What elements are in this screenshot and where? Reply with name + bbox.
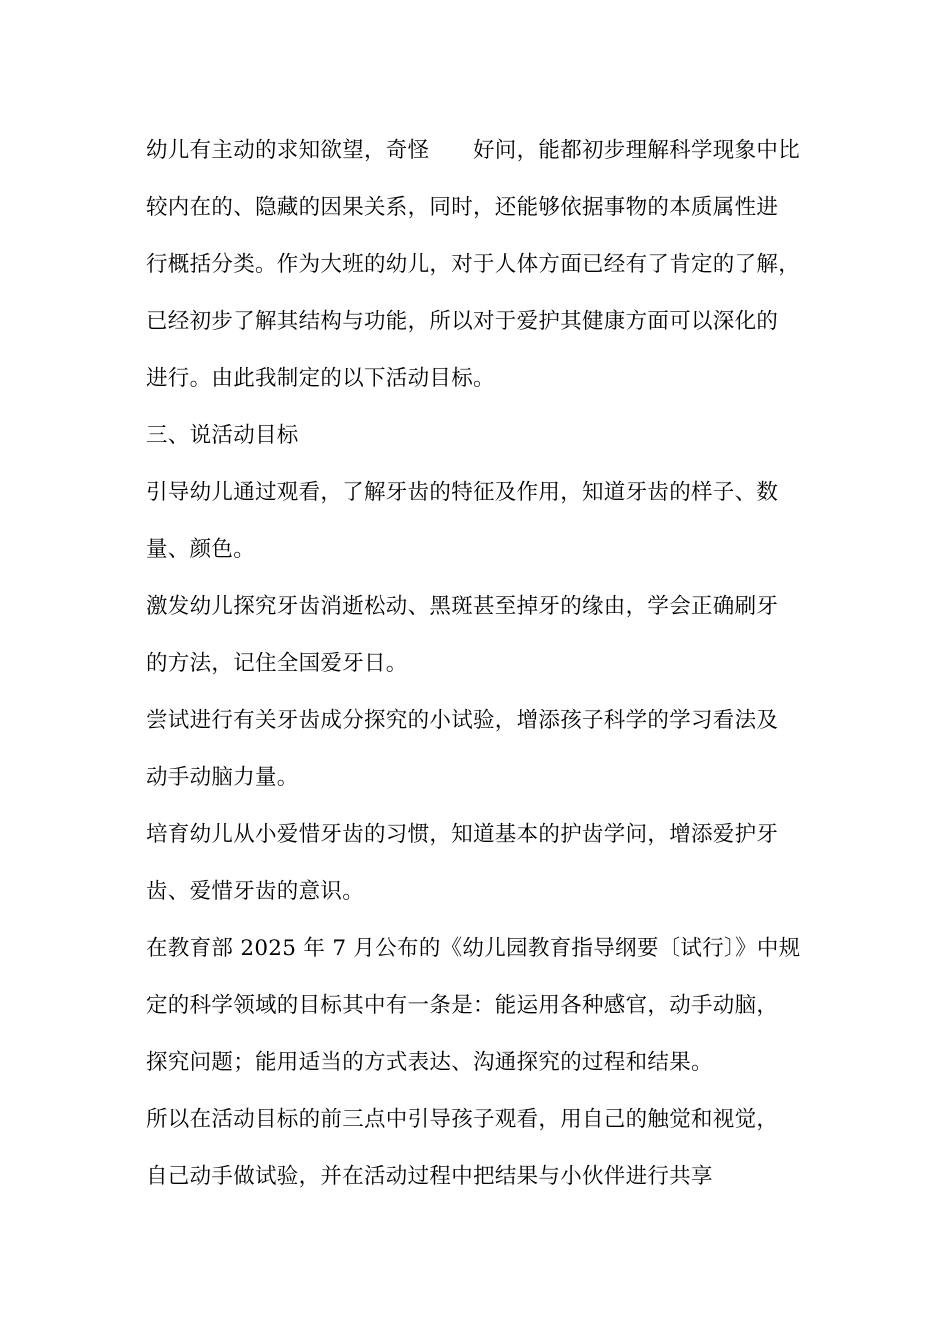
text-line-2: 较内在的、隐藏的因果关系，同时，还能够依据事物的本质属性进 bbox=[146, 195, 779, 220]
text-line-9: 激发幼儿探究牙齿消逝松动、黑斑甚至掉牙的缘由，学会正确刷牙 bbox=[146, 594, 779, 619]
text-line-19: 自己动手做试验，并在活动过程中把结果与小伙伴进行共享 bbox=[146, 1164, 713, 1189]
text-line-17: 探究问题；能用适当的方式表达、沟通探究的过程和结果。 bbox=[146, 1050, 713, 1075]
text-line-15: 在教育部 2025 年 7 月公布的《幼儿园教育指导纲要〔试行〕》中规 bbox=[146, 936, 801, 961]
text-line-12: 动手动脑力量。 bbox=[146, 765, 299, 790]
text-line-16: 定的科学领域的目标其中有一条是：能运用各种感官，动手动脑， bbox=[146, 993, 779, 1018]
text-line-10: 的方法，记住全国爱牙日。 bbox=[146, 651, 408, 676]
text-line-4: 已经初步了解其结构与功能，所以对于爱护其健康方面可以深化的 bbox=[146, 309, 779, 334]
text-line-18: 所以在活动目标的前三点中引导孩子观看，用自己的触觉和视觉， bbox=[146, 1107, 779, 1132]
text-line-14: 齿、爱惜牙齿的意识。 bbox=[146, 879, 365, 904]
text-line-13: 培育幼儿从小爱惜牙齿的习惯，知道基本的护齿学问，增添爱护牙 bbox=[146, 822, 779, 847]
section-heading: 三、说活动目标 bbox=[146, 423, 299, 448]
text-line-11: 尝试进行有关牙齿成分探究的小试验，增添孩子科学的学习看法及 bbox=[146, 708, 779, 733]
text-line-5: 进行。由此我制定的以下活动目标。 bbox=[146, 366, 495, 391]
text-line-3: 行概括分类。作为大班的幼儿，对于人体方面已经有了肯定的了解， bbox=[146, 252, 801, 277]
text-line-8: 量、颜色。 bbox=[146, 537, 256, 562]
text-line-1: 幼儿有主动的求知欲望，奇怪 好问，能都初步理解科学现象中比 bbox=[146, 138, 801, 163]
text-line-7: 引导幼儿通过观看，了解牙齿的特征及作用，知道牙齿的样子、数 bbox=[146, 480, 779, 505]
